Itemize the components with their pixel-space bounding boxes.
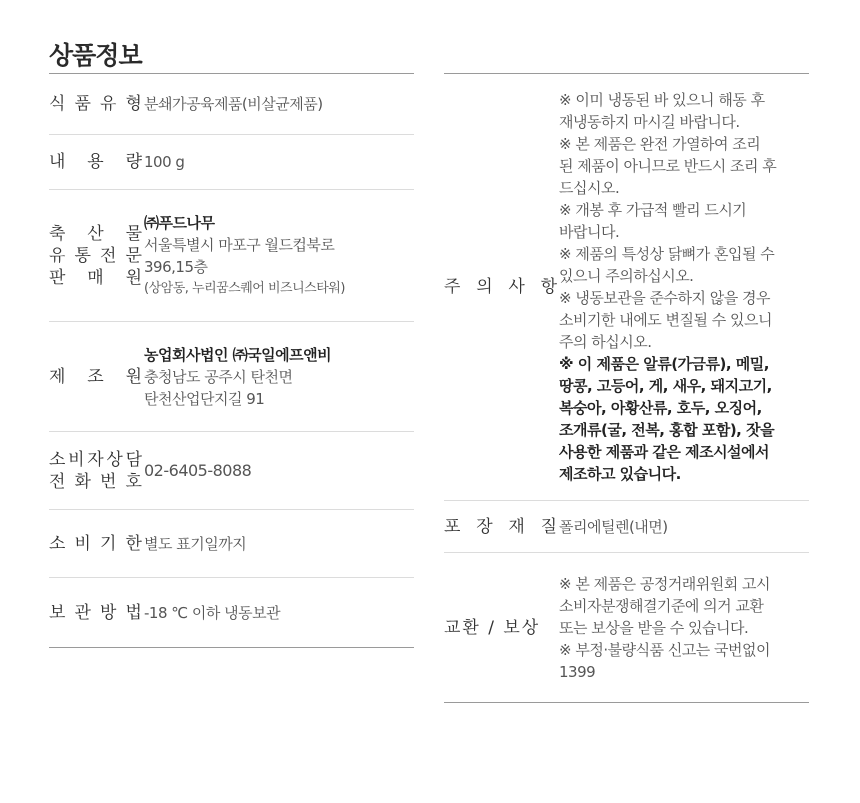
caution-bold-lines (559, 353, 809, 485)
label-char: 질 (540, 516, 557, 537)
label-char: 제 (49, 366, 66, 387)
label-char: 주 (444, 277, 461, 297)
exchange-lines (559, 573, 809, 683)
label-char: 자 (87, 449, 104, 470)
seller-label (49, 223, 144, 289)
caution-lines (559, 89, 809, 353)
label-char: 축 (49, 223, 66, 244)
label-char: 호 (125, 471, 142, 492)
storage-label (49, 602, 144, 624)
expiry-label (49, 533, 144, 555)
label-char: 의 (476, 277, 493, 297)
exchange-line: 또는 보상을 받을 수 있습니다. (559, 618, 749, 637)
caution-line: 된 제품이 아니므로 반드시 조리 후 (559, 157, 777, 175)
label-char: 방 (100, 602, 117, 623)
label-char: 품 (74, 94, 91, 114)
seller-address-line-3: (상암동, 누리꿈스퀘어 비즈니스타워) (144, 280, 345, 296)
label-char: 상 (106, 449, 123, 470)
caution-line: ※ 개봉 후 가급적 빨리 드시기 (559, 201, 747, 219)
page-title: 상품정보 (49, 41, 142, 70)
label-char: 식 (49, 94, 66, 114)
label-char: 소 (49, 449, 66, 470)
label-char: 내 (49, 152, 66, 172)
seller-name: ㈜푸드나무 (144, 213, 215, 232)
label-char: 문 (125, 245, 142, 266)
packaging-label (444, 516, 559, 538)
label-char: 관 (74, 602, 91, 623)
caution-notes (559, 89, 809, 485)
phone-label-line-1 (49, 449, 144, 471)
exchange-notes (559, 573, 809, 683)
label-char: 판 (49, 267, 66, 288)
volume-label-text (49, 151, 144, 173)
caution-line: 재냉동하지 마시길 바랍니다. (559, 113, 740, 131)
caution-bold-line: 제조하고 있습니다. (559, 465, 681, 483)
label-char: 장 (476, 516, 493, 537)
caution-label (444, 276, 559, 298)
maker-address-line-1: 충청남도 공주시 탄천면 (144, 367, 293, 386)
row-maker (49, 322, 414, 432)
caution-line: 주의 하십시오. (559, 333, 652, 351)
label-char: 소 (49, 533, 66, 554)
maker-name: 농업회사법인 ㈜국일에프앤비 (144, 345, 332, 364)
label-char: 원 (125, 366, 142, 387)
label-char: 포 (444, 516, 461, 537)
seller-label-line-1 (49, 223, 144, 245)
caution-line: ※ 이미 냉동된 바 있으니 해동 후 (559, 91, 765, 109)
caution-line: ※ 냉동보관을 준수하지 않을 경우 (559, 289, 771, 307)
label-char: 기 (100, 533, 117, 554)
expiry-value: 별도 표기일까지 (144, 534, 247, 553)
maker-value (144, 344, 414, 410)
caution-line: 소비기한 내에도 변질될 수 있으니 (559, 311, 772, 329)
phone-label (49, 449, 144, 493)
exchange-line: ※ 본 제품은 공정거래위원회 고시 (559, 574, 771, 593)
row-expiry (49, 510, 414, 578)
maker-label (49, 366, 144, 388)
label-char: 전 (49, 471, 66, 492)
seller-address-line-1: 서울특별시 마포구 월드컵북로 (144, 235, 335, 254)
label-char: 용 (87, 152, 104, 172)
exchange-line: 1399 (559, 662, 596, 681)
caution-line: 바랍니다. (559, 223, 620, 241)
caution-line: 드십시오. (559, 179, 620, 197)
label-char: 량 (125, 152, 142, 172)
packaging-value: 폴리에틸렌(내면) (559, 517, 668, 536)
caution-bold-line: 사용한 제품과 같은 제조시설에서 (559, 443, 770, 461)
label-char: 유 (100, 94, 117, 114)
caution-bold-line: 조개류(굴, 전복, 홍합 포함), 잣을 (559, 421, 775, 439)
label-char: 비 (74, 533, 91, 554)
phone-value: 02-6405-8088 (144, 460, 252, 480)
label-char: 화 (74, 471, 91, 492)
label-char: 조 (87, 366, 104, 387)
caution-label-text (444, 276, 559, 298)
label-char: 번 (100, 471, 117, 492)
expiry-label-text (49, 533, 144, 555)
label-char: 담 (125, 449, 142, 470)
volume-label (49, 151, 144, 173)
exchange-label-text: 교환 / 보상 (444, 617, 541, 638)
label-char: 법 (125, 602, 142, 623)
label-char: 항 (540, 277, 557, 297)
caution-bold-line: ※ 이 제품은 알류(가금류), 메밀, (559, 355, 769, 373)
packaging-label-text (444, 516, 559, 538)
caution-line: ※ 본 제품은 완전 가열하여 조리 (559, 135, 761, 153)
right-info-table (444, 73, 809, 703)
left-info-table (49, 73, 414, 648)
food-type-value: 분쇄가공육제품(비살균제품) (144, 95, 323, 113)
row-volume (49, 135, 414, 190)
label-char: 물 (125, 223, 142, 244)
label-char: 유 (49, 245, 66, 266)
exchange-label (444, 617, 559, 639)
label-char: 매 (87, 267, 104, 288)
label-char: 비 (68, 449, 85, 470)
label-char: 재 (508, 516, 525, 537)
food-type-label (49, 93, 144, 115)
label-char: 원 (125, 267, 142, 288)
label-char: 사 (508, 277, 525, 297)
maker-address-line-2: 탄천산업단지길 91 (144, 389, 265, 408)
caution-bold-line: 복숭아, 아황산류, 호두, 오징어, (559, 399, 762, 417)
volume-value: 100 g (144, 153, 185, 171)
row-caution (444, 74, 809, 501)
row-seller (49, 190, 414, 322)
label-char: 전 (100, 245, 117, 266)
caution-bold-line: 땅콩, 고등어, 게, 새우, 돼지고기, (559, 377, 772, 395)
storage-value: -18 ℃ 이하 냉동보관 (144, 603, 281, 622)
seller-value (144, 212, 414, 300)
storage-label-text (49, 602, 144, 624)
seller-label-line-3 (49, 267, 144, 289)
row-food-type (49, 74, 414, 135)
food-type-label-text (49, 93, 144, 115)
maker-label-text (49, 366, 144, 388)
exchange-line: ※ 부정·불량식품 신고는 국번없이 (559, 640, 771, 659)
exchange-line: 소비자분쟁해결기준에 의거 교환 (559, 596, 764, 615)
caution-line: ※ 제품의 특성상 닭뼈가 혼입될 수 (559, 245, 775, 263)
label-char: 형 (125, 94, 142, 114)
seller-address-line-2: 396,15층 (144, 257, 208, 276)
row-storage (49, 578, 414, 648)
label-char: 통 (74, 245, 91, 266)
row-packaging (444, 501, 809, 553)
label-char: 보 (49, 602, 66, 623)
row-exchange (444, 553, 809, 703)
label-char: 한 (125, 533, 142, 554)
seller-label-line-2 (49, 245, 144, 267)
phone-label-line-2 (49, 471, 144, 493)
caution-line: 있으니 주의하십시오. (559, 267, 694, 285)
row-phone (49, 432, 414, 510)
label-char: 산 (87, 223, 104, 244)
